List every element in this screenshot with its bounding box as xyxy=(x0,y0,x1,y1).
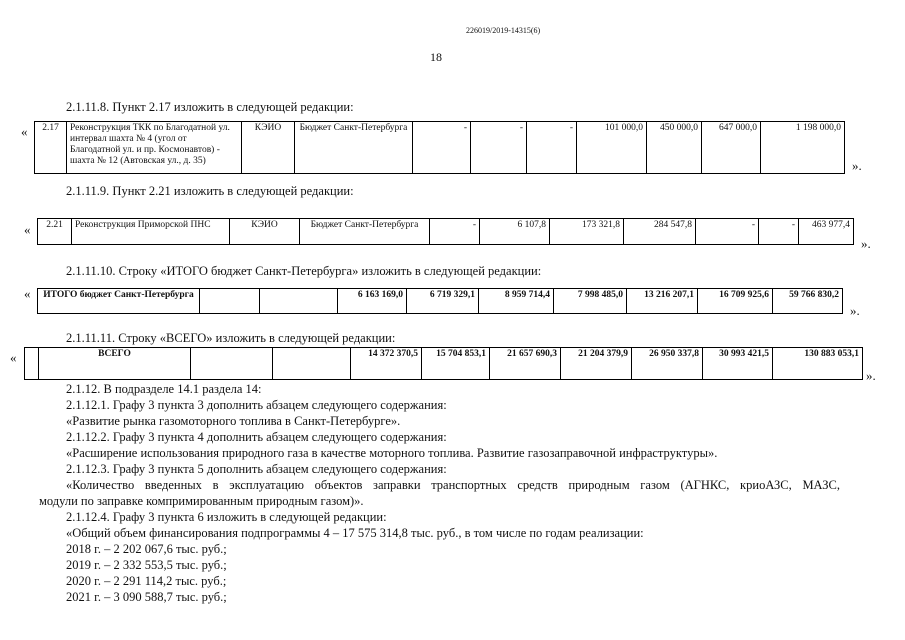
paragraph-2-1-12: 2.1.12. В подразделе 14.1 раздела 14: xyxy=(66,382,262,396)
cell-value: - xyxy=(527,122,577,174)
cell-name: Реконструкция Приморской ПНС xyxy=(72,219,230,245)
cell-value: 30 993 421,5 xyxy=(703,348,773,380)
cell-empty xyxy=(200,289,260,314)
table-grand-total xyxy=(24,347,863,380)
funding-year-2020: 2020 г. – 2 291 114,2 тыс. руб.; xyxy=(66,574,227,588)
funding-year-2019: 2019 г. – 2 332 553,5 тыс. руб.; xyxy=(66,558,227,572)
paragraph-2-1-12-4: 2.1.12.4. Графу 3 пункта 6 изложить в следующей редакции: xyxy=(66,510,387,524)
cell-empty xyxy=(273,348,351,380)
cell-name: Реконструкция ТКК по Благодатной ул. интервал шахта № 4 (угол от Благодатной ул. и пр. Космонавтов) - шахта № 12 (Автовская ул., д. 35) xyxy=(67,122,242,174)
cell-empty xyxy=(25,348,39,380)
cell-empty xyxy=(260,289,338,314)
cell-org: КЭИО xyxy=(230,219,300,245)
section-heading-2-1-11-11: 2.1.11.11. Строку «ВСЕГО» изложить в следующей редакции: xyxy=(66,331,396,345)
table-row xyxy=(35,122,845,174)
close-quote: ». xyxy=(850,303,860,318)
cell-value: 6 719 329,1 xyxy=(407,289,479,314)
cell-label: ВСЕГО xyxy=(39,348,191,380)
open-quote: « xyxy=(24,286,31,301)
open-quote: « xyxy=(10,350,17,365)
cell-value: - xyxy=(413,122,471,174)
cell-source: Бюджет Санкт-Петербурга xyxy=(295,122,413,174)
cell-value: 647 000,0 xyxy=(702,122,761,174)
cell-org: КЭИО xyxy=(242,122,295,174)
paragraph-quote: «Количество введенных в эксплуатацию объектов заправки транспортных средств природным газом (АГНКС, криоАЗС, МАЗС, xyxy=(66,478,840,492)
table-row xyxy=(25,348,863,380)
cell-value: 13 216 207,1 xyxy=(627,289,698,314)
cell-value: 284 547,8 xyxy=(624,219,696,245)
open-quote: « xyxy=(24,222,31,237)
paragraph-2-1-12-2: 2.1.12.2. Графу 3 пункта 4 дополнить абзацем следующего содержания: xyxy=(66,430,447,444)
cell-total: 59 766 830,2 xyxy=(773,289,843,314)
cell-empty xyxy=(191,348,273,380)
paragraph-quote-continued: модули по заправке компримированным природным газом)». xyxy=(39,494,364,508)
close-quote: ». xyxy=(861,236,871,251)
paragraph-2-1-12-1: 2.1.12.1. Графу 3 пункта 3 дополнить абзацем следующего содержания: xyxy=(66,398,447,412)
cell-value: 101 000,0 xyxy=(577,122,647,174)
cell-source: Бюджет Санкт-Петербурга xyxy=(300,219,430,245)
cell-value: - xyxy=(471,122,527,174)
cell-value: 21 204 379,9 xyxy=(561,348,632,380)
paragraph-quote: «Общий объем финансирования подпрограммы 4 – 17 575 314,8 тыс. руб., в том числе по годам реализации: xyxy=(66,526,644,540)
cell-value: 450 000,0 xyxy=(647,122,702,174)
cell-value: - xyxy=(430,219,480,245)
section-heading-2-1-11-10: 2.1.11.10. Строку «ИТОГО бюджет Санкт-Петербурга» изложить в следующей редакции: xyxy=(66,264,542,278)
document-number: 226019/2019-14315(6) xyxy=(466,26,541,35)
paragraph-quote: «Развитие рынка газомоторного топлива в Санкт-Петербурге». xyxy=(66,414,401,428)
funding-year-2018: 2018 г. – 2 202 067,6 тыс. руб.; xyxy=(66,542,227,556)
cell-value: 173 321,8 xyxy=(550,219,624,245)
cell-value: - xyxy=(759,219,799,245)
cell-value: 8 959 714,4 xyxy=(479,289,554,314)
cell-value: 6 107,8 xyxy=(480,219,550,245)
section-heading-2-1-11-8: 2.1.11.8. Пункт 2.17 изложить в следующей редакции: xyxy=(66,100,354,114)
cell-value: 7 998 485,0 xyxy=(554,289,627,314)
cell-total: 463 977,4 xyxy=(799,219,854,245)
cell-value: 15 704 853,1 xyxy=(422,348,490,380)
table-row xyxy=(38,219,854,245)
cell-total: 130 883 053,1 xyxy=(773,348,863,380)
table-item-2-21 xyxy=(37,218,854,245)
cell-number: 2.17 xyxy=(35,122,67,174)
cell-value: 21 657 690,3 xyxy=(490,348,561,380)
cell-value: 26 950 337,8 xyxy=(632,348,703,380)
cell-value: 6 163 169,0 xyxy=(338,289,407,314)
cell-value: 14 372 370,5 xyxy=(351,348,422,380)
table-total-budget xyxy=(37,288,843,314)
cell-total: 1 198 000,0 xyxy=(761,122,845,174)
cell-label: ИТОГО бюджет Санкт-Петербурга xyxy=(38,289,200,314)
close-quote: ». xyxy=(866,368,876,383)
close-quote: ». xyxy=(852,158,862,173)
paragraph-quote: «Расширение использования природного газа в качестве моторного топлива. Развитие газозаправочной инфраструктуры». xyxy=(66,446,718,460)
paragraph-2-1-12-3: 2.1.12.3. Графу 3 пункта 5 дополнить абзацем следующего содержания: xyxy=(66,462,447,476)
open-quote: « xyxy=(21,124,28,139)
funding-year-2021: 2021 г. – 3 090 588,7 тыс. руб.; xyxy=(66,590,227,604)
page-number: 18 xyxy=(430,50,442,64)
table-row xyxy=(38,289,843,314)
cell-value: - xyxy=(696,219,759,245)
cell-number: 2.21 xyxy=(38,219,72,245)
table-item-2-17 xyxy=(34,121,845,174)
section-heading-2-1-11-9: 2.1.11.9. Пункт 2.21 изложить в следующей редакции: xyxy=(66,184,354,198)
cell-value: 16 709 925,6 xyxy=(698,289,773,314)
